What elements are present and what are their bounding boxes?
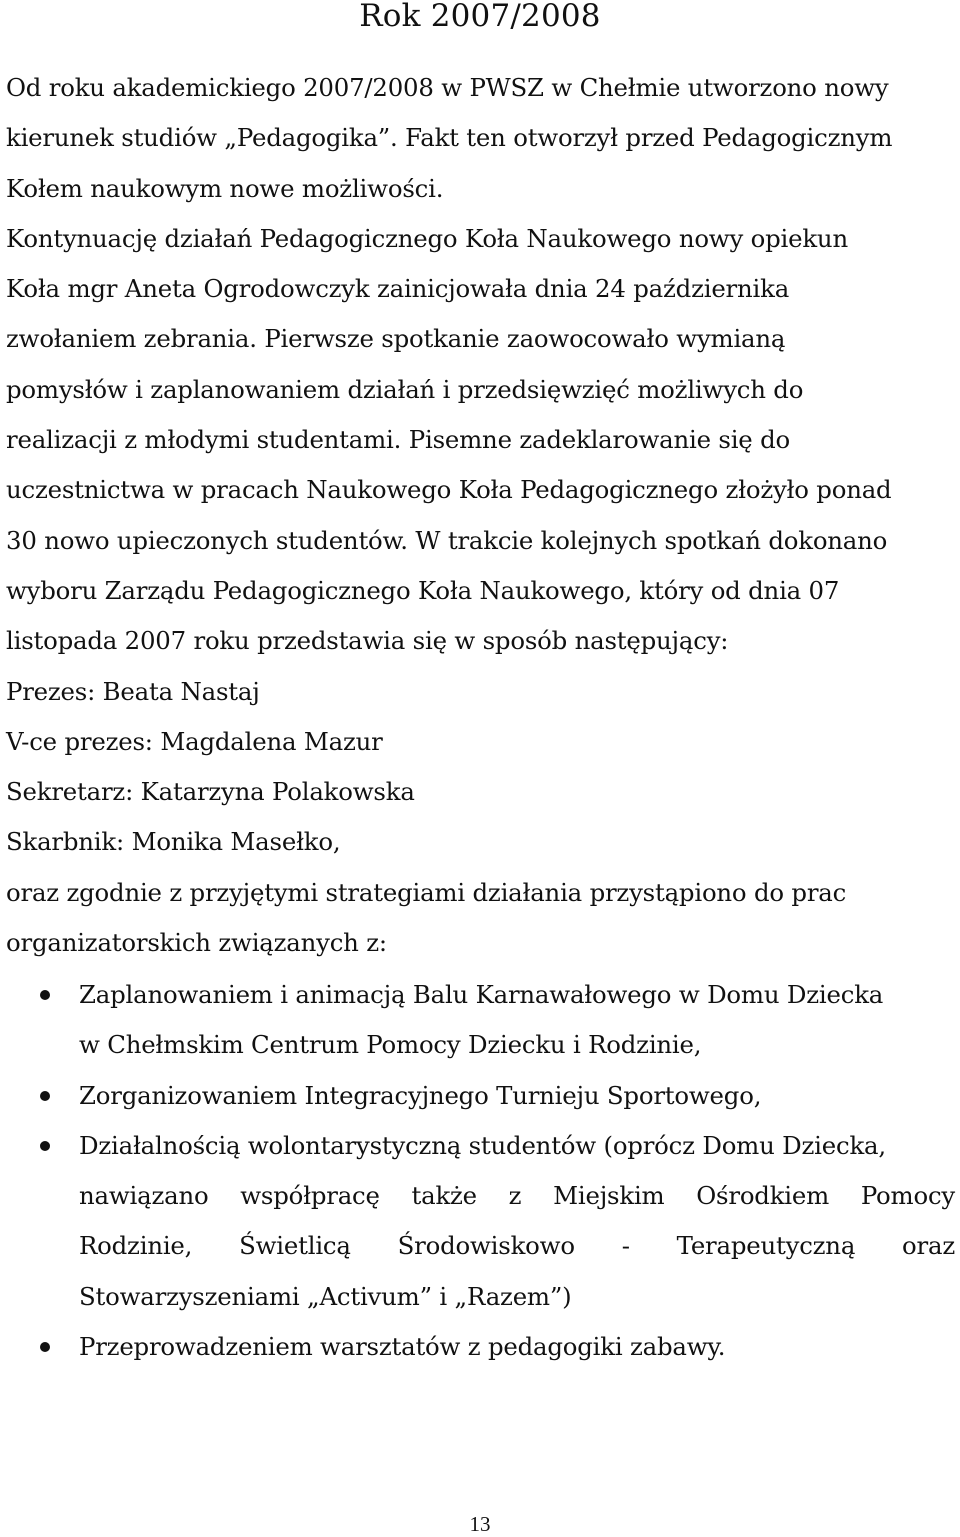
paragraph-line: 30 nowo upieczonych studentów. W trakcie kolejnych spotkań dokonano — [6, 525, 888, 555]
list-item — [0, 1121, 955, 1322]
list-item-line: Przeprowadzeniem warsztatów z pedagogiki zabawy. — [79, 1332, 726, 1362]
board-member-line: Skarbnik: Monika Masełko, — [6, 827, 341, 857]
paragraph-line: wyboru Zarządu Pedagogicznego Koła Naukowego, który od dnia 07 — [6, 575, 840, 605]
paragraph-line: Kołem naukowym nowe możliwości. — [6, 173, 444, 203]
list-item-line: Działalnością wolontarystyczną studentów (oprócz Domu Dziecka, — [79, 1130, 886, 1160]
paragraph-line: zwołaniem zebrania. Pierwsze spotkanie zaowocowało wymianą — [6, 324, 786, 354]
paragraph-line: realizacji z młodymi studentami. Pisemne zadeklarowanie się do — [6, 425, 790, 455]
page-number: 13 — [469, 1512, 491, 1536]
list-item — [0, 1071, 955, 1121]
list-item-line: Stowarzyszeniami „Activum” i „Razem”) — [79, 1281, 572, 1311]
list-item-line: nawiązano współpracę także z Miejskim Ośrodkiem Pomocy — [79, 1181, 955, 1211]
activities-list — [0, 970, 960, 1372]
list-item — [0, 1322, 955, 1372]
list-item-line: Zorganizowaniem Integracyjnego Turnieju Sportowego, — [79, 1080, 762, 1110]
bullet-icon — [40, 990, 50, 1000]
paragraph-line: Koła mgr Aneta Ogrodowczyk zainicjowała dnia 24 października — [6, 274, 790, 304]
board-member-line: Sekretarz: Katarzyna Polakowska — [6, 777, 415, 807]
list-item — [0, 970, 955, 1071]
page-title: Rok 2007/2008 — [359, 0, 601, 34]
list-item-line: Rodzinie, Świetlicą Środowiskowo - Terapeutyczną oraz — [79, 1231, 955, 1261]
list-item-line: w Chełmskim Centrum Pomocy Dziecku i Rodzinie, — [79, 1030, 702, 1060]
paragraph-line: kierunek studiów „Pedagogika”. Fakt ten otworzył przed Pedagogicznym — [6, 123, 893, 153]
list-item-line: Zaplanowaniem i animacją Balu Karnawałowego w Domu Dziecka — [79, 980, 884, 1009]
paragraph-line: oraz zgodnie z przyjętymi strategiami działania przystąpiono do prac — [6, 877, 847, 907]
paragraph-line: Kontynuację działań Pedagogicznego Koła Naukowego nowy opiekun — [6, 223, 848, 253]
bullet-icon — [40, 1342, 50, 1352]
board-member-line: Prezes: Beata Nastaj — [6, 676, 260, 706]
bullet-icon — [40, 1141, 50, 1151]
paragraph-line: organizatorskich związanych z: — [6, 928, 387, 958]
bullet-icon — [40, 1091, 50, 1101]
body-paragraph — [6, 63, 956, 968]
paragraph-line: pomysłów i zaplanowaniem działań i przedsięwzięć możliwych do — [6, 374, 804, 404]
board-member-line: V-ce prezes: Magdalena Mazur — [6, 726, 383, 756]
paragraph-line: uczestnictwa w pracach Naukowego Koła Pedagogicznego złożyło ponad — [6, 475, 892, 505]
paragraph-line: Od roku akademickiego 2007/2008 w PWSZ w Chełmie utworzono nowy — [6, 73, 889, 102]
paragraph-line: listopada 2007 roku przedstawia się w sposób następujący: — [6, 626, 729, 656]
